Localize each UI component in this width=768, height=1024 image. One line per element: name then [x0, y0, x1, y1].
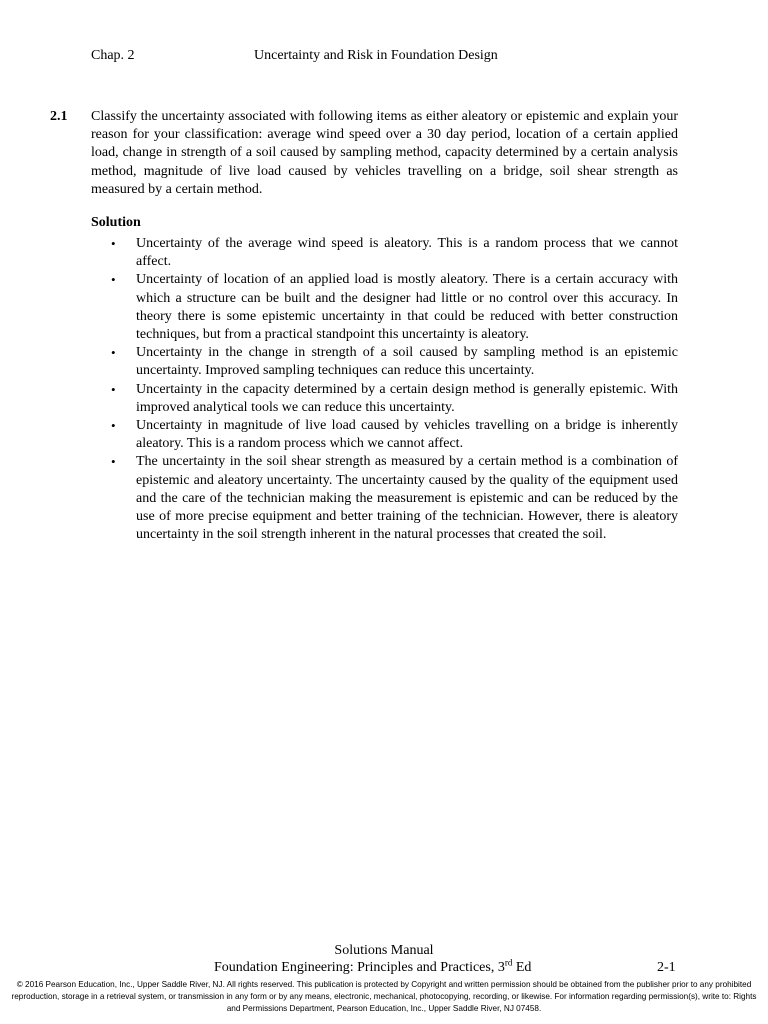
footer-manual-label: Solutions Manual: [334, 943, 434, 958]
bullet-icon: •: [111, 272, 116, 288]
chapter-title: Uncertainty and Risk in Foundation Design: [254, 48, 498, 63]
chapter-label: Chap. 2: [91, 48, 135, 63]
book-title-prefix: Foundation Engineering: Principles and Practices, 3: [214, 960, 505, 975]
footer-book-title: [214, 959, 531, 977]
list-item-text: The uncertainty in the soil shear strength as measured by a certain method is a combination of epistemic and aleatory uncertainty. The uncertainty caused by the quality of the equipment used and the care of the technician making the measurement is epistemic and can be reduced by the use of more precise equipment and better training of the technician. However, there is aleatory uncertainty in the soil strength inherent in the natural processes that created the soil.: [136, 454, 678, 543]
page-number: 2-1: [657, 960, 676, 975]
list-item-text: Uncertainty of location of an applied load is mostly aleatory. There is a certain accuracy with which a structure can be built and the designer had little or no control over this accuracy. In theory there is some epistemic uncertainty in that could be reduced with better construction techniques, but from a practical standpoint this uncertainty is aleatory.: [136, 272, 678, 343]
edition-superscript: rd: [504, 957, 513, 968]
solution-heading: Solution: [91, 215, 141, 230]
list-item: [91, 235, 678, 271]
list-item: [91, 381, 678, 417]
list-item-text: Uncertainty in magnitude of live load caused by vehicles travelling on a bridge is inherently aleatory. This is a random process which we cannot affect.: [136, 418, 678, 452]
problem-number: 2.1: [50, 109, 68, 124]
solution-list: [91, 235, 678, 544]
bullet-icon: •: [111, 381, 116, 397]
edition-suffix: Ed: [512, 960, 532, 975]
list-item: [91, 453, 678, 544]
list-item-text: Uncertainty in the change in strength of a soil caused by sampling method is an epistemic uncertainty. Improved sampling techniques can reduce this uncertainty.: [136, 345, 678, 379]
problem-statement: Classify the uncertainty associated with following items as either aleatory or epistemic and explain your reason for your classification: average wind speed over a 30 day period, location of a certain applied load, change in strength of a soil caused by sampling method, capacity determined by a certain analysis method, magnitude of live load caused by vehicles travelling on a bridge, soil shear strength as measured by a certain method.: [91, 109, 678, 197]
bullet-icon: •: [111, 454, 116, 470]
copyright-notice: © 2016 Pearson Education, Inc., Upper Saddle River, NJ. All rights reserved. This publication is protected by Copyright and written permission should be obtained from the publisher prior to any prohibited reproduction, storage in a retrieval system, or transmission in any form or by any means, electronic, mechanical, photocopying, recording, or likewise. For information regarding permission(s), write to: Rights and Permissions Department, Pearson Education, Inc., Upper Saddle River, NJ 07458.: [11, 980, 757, 1013]
page-header: [91, 47, 691, 65]
bullet-icon: •: [111, 418, 116, 434]
list-item: [91, 271, 678, 344]
list-item-text: Uncertainty in the capacity determined by a certain design method is generally epistemic. With improved analytical tools we can reduce this uncertainty.: [136, 381, 678, 415]
problem-block: [50, 108, 680, 199]
list-item-text: Uncertainty of the average wind speed is aleatory. This is a random process that we cannot affect.: [136, 236, 678, 270]
bullet-icon: •: [111, 345, 116, 361]
list-item: [91, 344, 678, 380]
bullet-icon: •: [111, 236, 116, 251]
list-item: [91, 417, 678, 453]
